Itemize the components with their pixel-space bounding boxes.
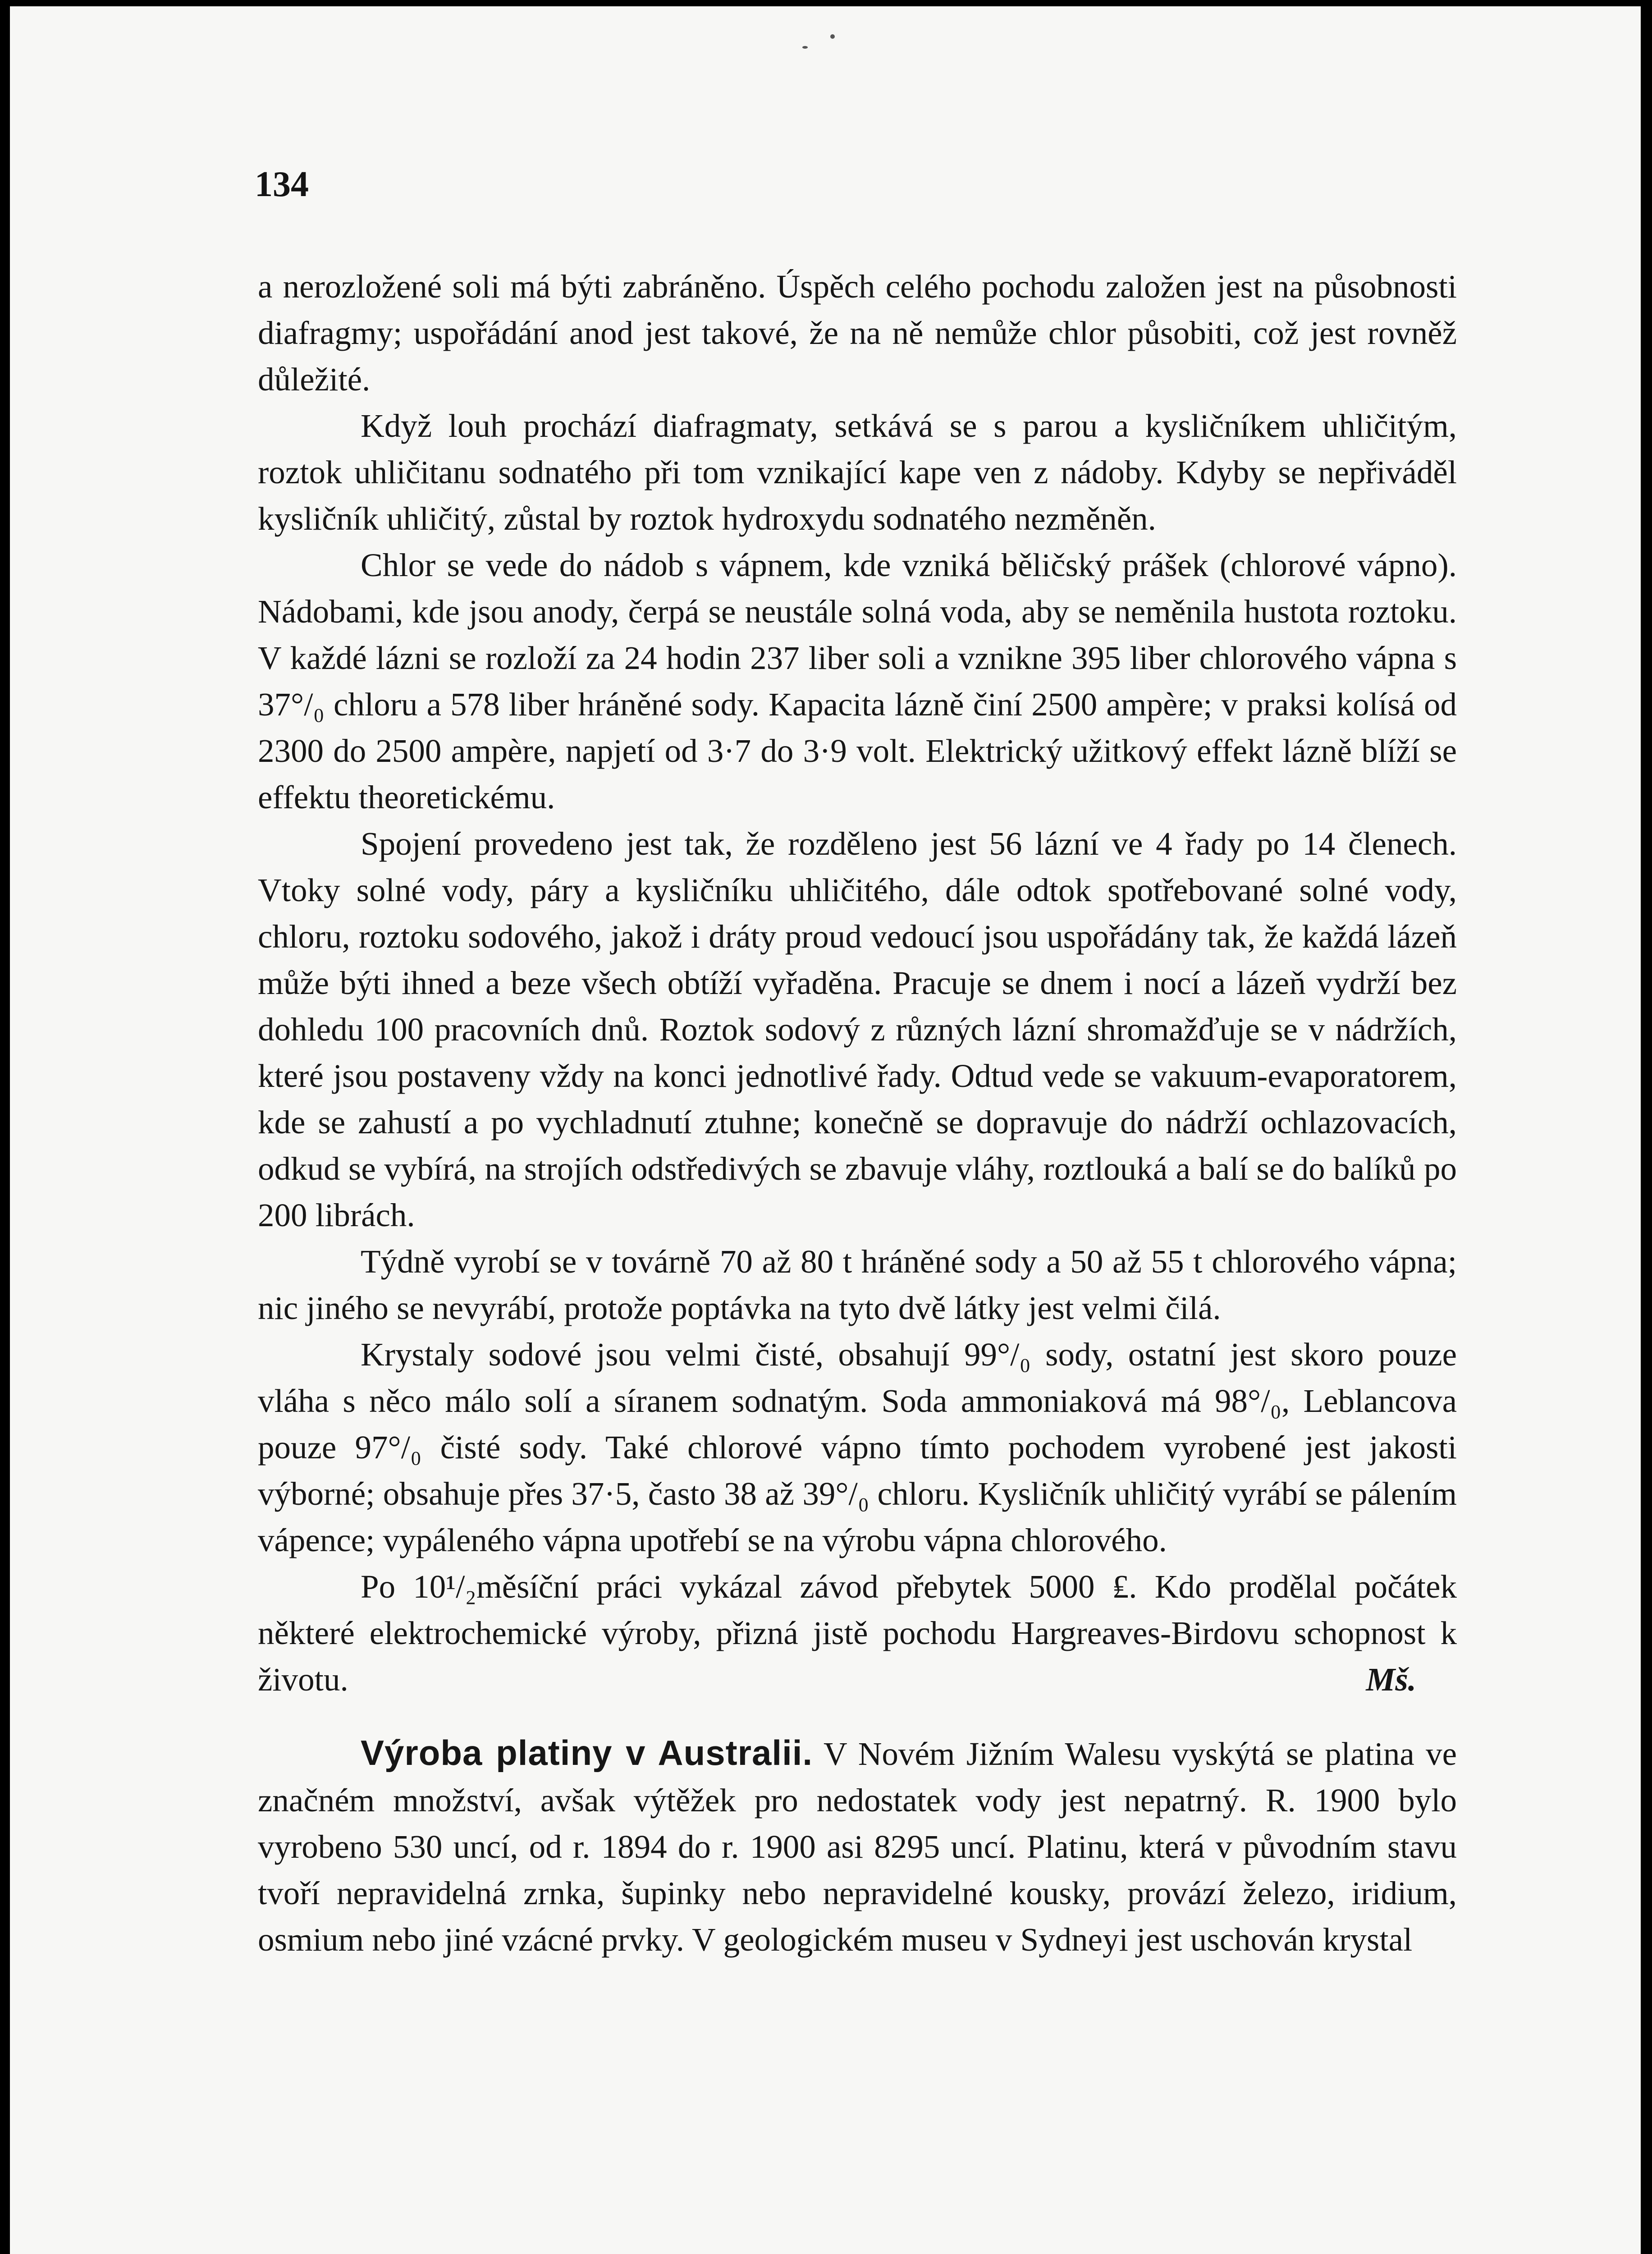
scan-speck [802, 46, 808, 49]
page-number: 134 [255, 165, 309, 204]
section-paragraph [258, 1730, 1457, 1963]
section-body: V Novém Jižním Walesu vyskýtá se platina ve značném množství, avšak výtěžek pro nedostatek vody jest nepatrný. R. 1900 bylo vyrobeno 530 uncí, od r. 1894 do r. 1900 asi 8295 uncí. Platinu, která v původním stavu tvoří nepravidelná zrnka, šupinky nebo nepravidelné kousky, provází železo, iridium, osmium nebo jiné vzácné prvky. V geologickém museu v Sydneyi jest uschován krystal [258, 1736, 1457, 1958]
article-text [258, 263, 1457, 1963]
paragraph: Po 10¹/₂měsíční práci vykázal závod přebytek 5000 ₤. Kdo prodělal počátek některé elektrochemické výroby, přizná jistě pochodu Hargreaves-Birdovu schopnost k životu. [258, 1568, 1457, 1698]
closing-line [258, 1563, 1457, 1703]
paragraph: Když louh prochází diafragmaty, setkává se s parou a kysličníkem uhličitým, roztok uhličitanu sodnatého při tom vznikající kape ven z nádoby. Kdyby se nepřiváděl kysličník uhličitý, zůstal by roztok hydroxydu sodnatého nezměněn. [258, 408, 1457, 537]
paragraph: Chlor se vede do nádob s vápnem, kde vzniká běličský prášek (chlorové vápno). Nádobami, kde jsou anody, čerpá se neustále solná voda, aby se neměnila hustota roztoku. V každé lázni se rozloží za 24 hodin 237 liber soli a vznikne 395 liber chlorového vápna s 37°/₀ chloru a 578 liber hráněné sody. Kapacita lázně činí 2500 ampère; v praksi kolísá od 2300 do 2500 ampère, napjetí od 3·7 do 3·9 volt. Elektrický užitkový effekt lázně blíží se effektu theoretickému. [258, 547, 1457, 815]
document-page [10, 6, 1641, 2254]
author-signature: Mš. [1366, 1661, 1416, 1698]
section-platinum [258, 1730, 1457, 1963]
paragraph: Krystaly sodové jsou velmi čisté, obsahují 99°/₀ sody, ostatní jest skoro pouze vláha s něco málo solí a síranem sodnatým. Soda ammoniaková má 98°/₀, Leblancova pouze 97°/₀ čisté sody. Také chlorové vápno tímto pochodem vyrobené jest jakosti výborné; obsahuje přes 37·5, často 38 až 39°/₀ chloru. Kysličník uhličitý vyrábí se pálením vápence; vypáleného vápna upotřebí se na výrobu vápna chlorového. [258, 1336, 1457, 1558]
paragraph: a nerozložené soli má býti zabráněno. Úspěch celého pochodu založen jest na působnosti diafragmy; uspořádání anod jest takové, že na ně nemůže chlor působiti, což jest rovněž důležité. [258, 268, 1457, 398]
paragraph: Týdně vyrobí se v továrně 70 až 80 t hráněné sody a 50 až 55 t chlorového vápna; nic jiného se nevyrábí, protože poptávka na tyto dvě látky jest velmi čilá. [258, 1243, 1457, 1326]
section-title: Výroba platiny v Australii. [361, 1733, 813, 1773]
paragraph: Spojení provedeno jest tak, že rozděleno jest 56 lázní ve 4 řady po 14 členech. Vtoky solné vody, páry a kysličníku uhličitého, dále odtok spotřebované solné vody, chloru, roztoku sodového, jakož i dráty proud vedoucí jsou uspořádány tak, že každá lázeň může býti ihned a beze všech obtíží vyřaděna. Pracuje se dnem i nocí a lázeň vydrží bez dohledu 100 pracovních dnů. Roztok sodový z různých lázní shromažďuje se v nádržích, které jsou postaveny vždy na konci jednotlivé řady. Odtud vede se vakuum-evaporatorem, kde se zahustí a po vychladnutí ztuhne; konečně se dopravuje do nádrží ochlazovacích, odkud se vybírá, na strojích odstředivých se zbavuje vláhy, roztlouká a balí se do balíků po 200 librách. [258, 825, 1457, 1233]
scan-speck [830, 34, 835, 39]
